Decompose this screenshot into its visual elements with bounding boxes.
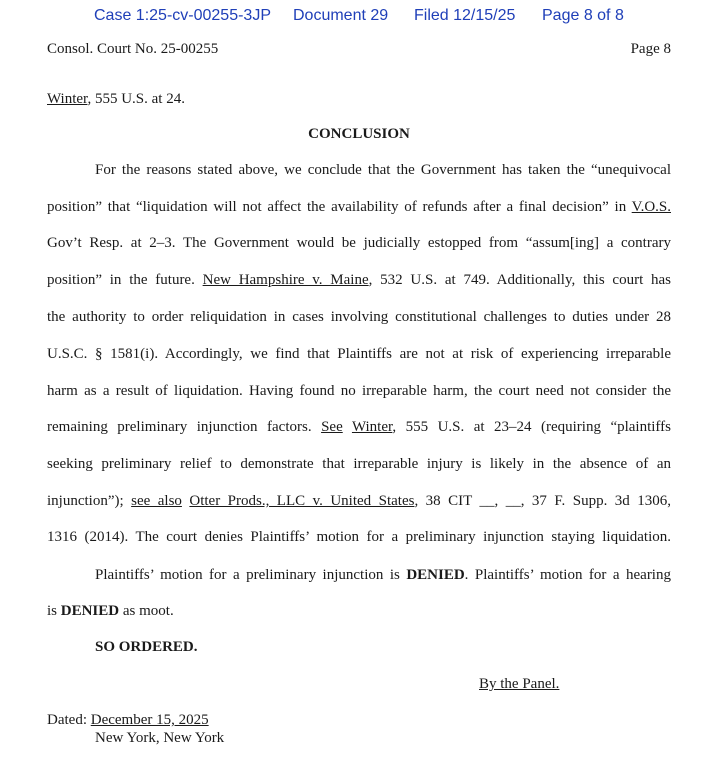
section-heading: CONCLUSION bbox=[308, 126, 410, 142]
ecf-filed-date: Filed 12/15/25 bbox=[414, 7, 516, 24]
body-line: seeking preliminary relief to demonstrate that irreparable injury is likely in the absence of an bbox=[47, 456, 671, 472]
body-line: harm as a result of liquidation. Having found no irreparable harm, the court need not consider the bbox=[47, 383, 671, 399]
body-line: 1316 (2014). The court denies Plaintiffs’ motion for a preliminary injunction staying liquidation. bbox=[47, 529, 671, 545]
body-line bbox=[47, 90, 671, 108]
body-line: For the reasons stated above, we conclude that the Government has taken the “unequivocal bbox=[95, 162, 671, 178]
body-line bbox=[95, 566, 671, 584]
so-ordered: SO ORDERED. bbox=[95, 639, 198, 655]
line-text: . Plaintiffs’ motion for a hearing bbox=[464, 567, 671, 583]
ecf-document-number: Document 29 bbox=[293, 7, 389, 24]
case-citation: New Hampshire v. Maine bbox=[202, 272, 369, 288]
body-line bbox=[47, 492, 671, 510]
body-line bbox=[47, 418, 671, 436]
page-number: Page 8 bbox=[630, 41, 671, 57]
line-text: is bbox=[47, 603, 61, 619]
line-text: Plaintiffs’ motion for a preliminary injunction is bbox=[95, 567, 407, 583]
case-citation: Winter bbox=[47, 91, 88, 107]
body-line: U.S.C. § 1581(i). Accordingly, we find that Plaintiffs are not at risk of experiencing irreparable bbox=[47, 346, 671, 362]
place-line: New York, New York bbox=[95, 730, 225, 746]
ecf-case-number: Case 1:25-cv-00255-3JP bbox=[94, 7, 271, 24]
line-text: , 38 CIT __, __, 37 F. Supp. 3d 1306, bbox=[414, 493, 671, 509]
signature-line: By the Panel. bbox=[479, 676, 560, 692]
case-citation: V.O.S. bbox=[631, 199, 671, 215]
body-line bbox=[47, 602, 671, 620]
case-citation: Otter Prods., LLC v. United States bbox=[189, 493, 415, 509]
line-text: position” in the future. bbox=[47, 272, 203, 288]
ecf-page-count: Page 8 of 8 bbox=[542, 7, 624, 24]
case-citation: Winter bbox=[351, 419, 393, 435]
signal-word: See bbox=[321, 419, 343, 435]
dated-value: December 15, 2025 bbox=[90, 712, 209, 728]
line-text bbox=[343, 419, 352, 435]
ruling-word: DENIED bbox=[406, 567, 465, 583]
line-text: remaining preliminary injunction factors. bbox=[47, 419, 322, 435]
court-number: Consol. Court No. 25-00255 bbox=[47, 41, 219, 57]
line-text: position” that “liquidation will not affect the availability of refunds after a final decision” in bbox=[47, 199, 632, 215]
ruling-word: DENIED bbox=[60, 603, 120, 619]
body-line: the authority to order reliquidation in cases involving constitutional challenges to duties under 28 bbox=[47, 309, 671, 325]
line-text: as moot. bbox=[119, 603, 174, 619]
dated-line bbox=[47, 712, 209, 729]
line-text: , 555 U.S. at 23–24 (requiring “plaintiffs bbox=[392, 419, 671, 435]
line-text: , 532 U.S. at 749. Additionally, this court has bbox=[368, 272, 672, 288]
body-line bbox=[47, 198, 671, 216]
body-line: Gov’t Resp. at 2–3. The Government would be judicially estopped from “assum[ing] a contrary bbox=[47, 235, 671, 251]
dated-label: Dated: bbox=[47, 712, 91, 728]
line-text: , 555 U.S. at 24. bbox=[87, 91, 185, 107]
line-text: injunction”); bbox=[47, 493, 132, 509]
body-line bbox=[47, 271, 671, 289]
signal-word: see also bbox=[131, 493, 182, 509]
